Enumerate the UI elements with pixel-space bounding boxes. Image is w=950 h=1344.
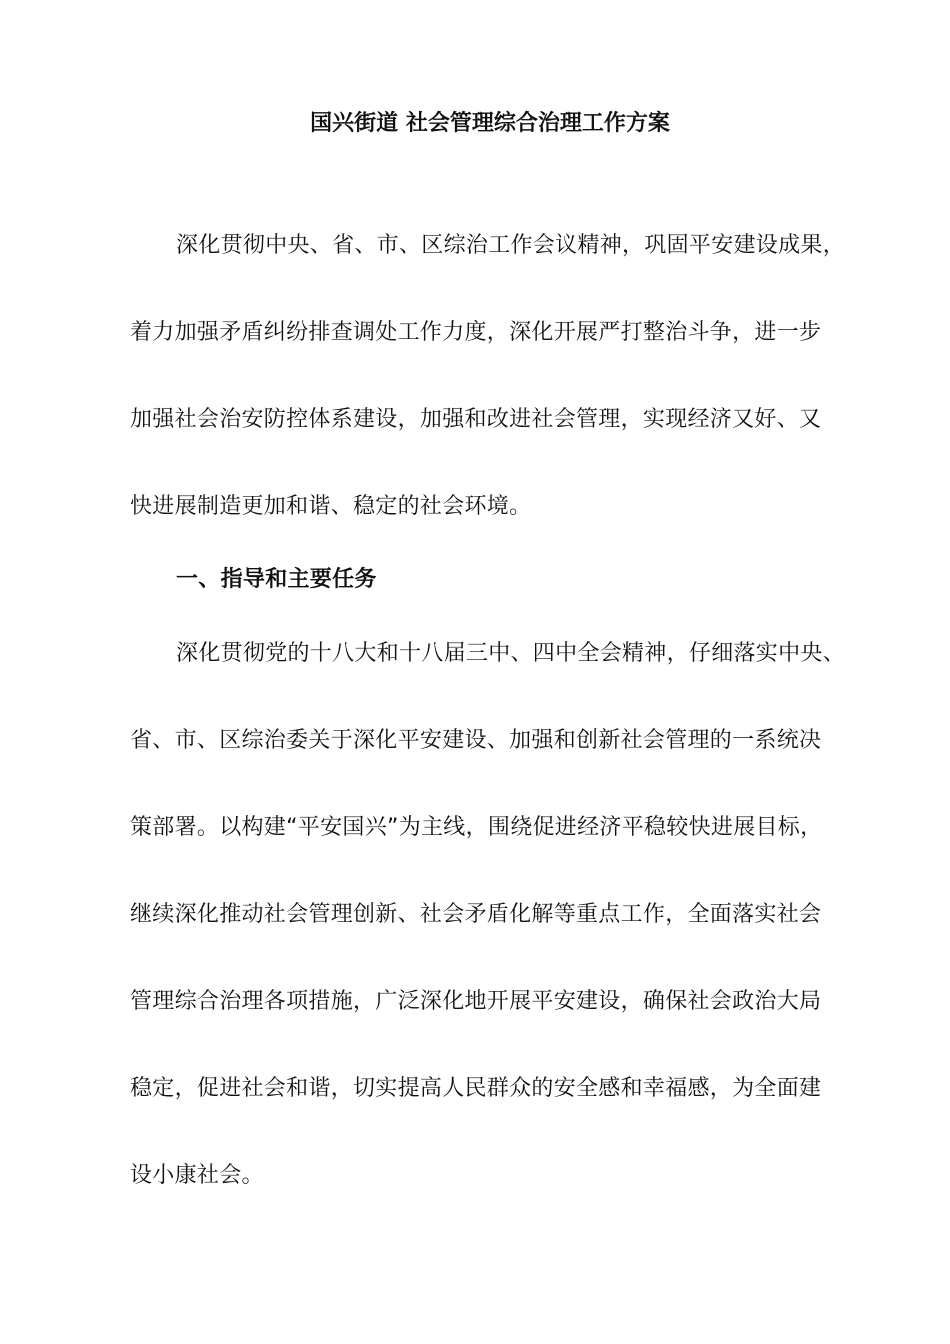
- section-line-1: 深化贯彻党的十八大和十八届三中、四中全会精神，仔细落实中央、: [176, 641, 846, 666]
- section-line-3: 策部署。以构建“平安国兴”为主线，围绕促进经济平稳较快进展目标，: [130, 815, 823, 840]
- section-heading: 一、指导和主要任务: [176, 567, 377, 592]
- section-line-7: 设小康社会。: [130, 1163, 264, 1188]
- section-line-2: 省、市、区综治委关于深化平安建设、加强和创新社会管理的一系统决: [130, 728, 822, 753]
- intro-line-3: 加强社会治安防控体系建设，加强和改进社会管理，实现经济又好、又: [130, 407, 822, 432]
- section-line-6: 稳定，促进社会和谐，切实提高人民群众的安全感和幸福感，为全面建: [130, 1076, 822, 1101]
- intro-line-1: 深化贯彻中央、省、市、区综治工作会议精神，巩固平安建设成果，: [176, 233, 846, 258]
- section-line-4: 继续深化推动社会管理创新、社会矛盾化解等重点工作，全面落实社会: [130, 902, 822, 927]
- document-title: 国兴街道 社会管理综合治理工作方案: [310, 111, 670, 136]
- intro-line-2: 着力加强矛盾纠纷排查调处工作力度，深化开展严打整治斗争，进一步: [130, 320, 822, 345]
- section-line-5: 管理综合治理各项措施，广泛深化地开展平安建设，确保社会政治大局: [130, 989, 822, 1014]
- intro-line-4: 快进展制造更加和谐、稳定的社会环境。: [130, 494, 532, 519]
